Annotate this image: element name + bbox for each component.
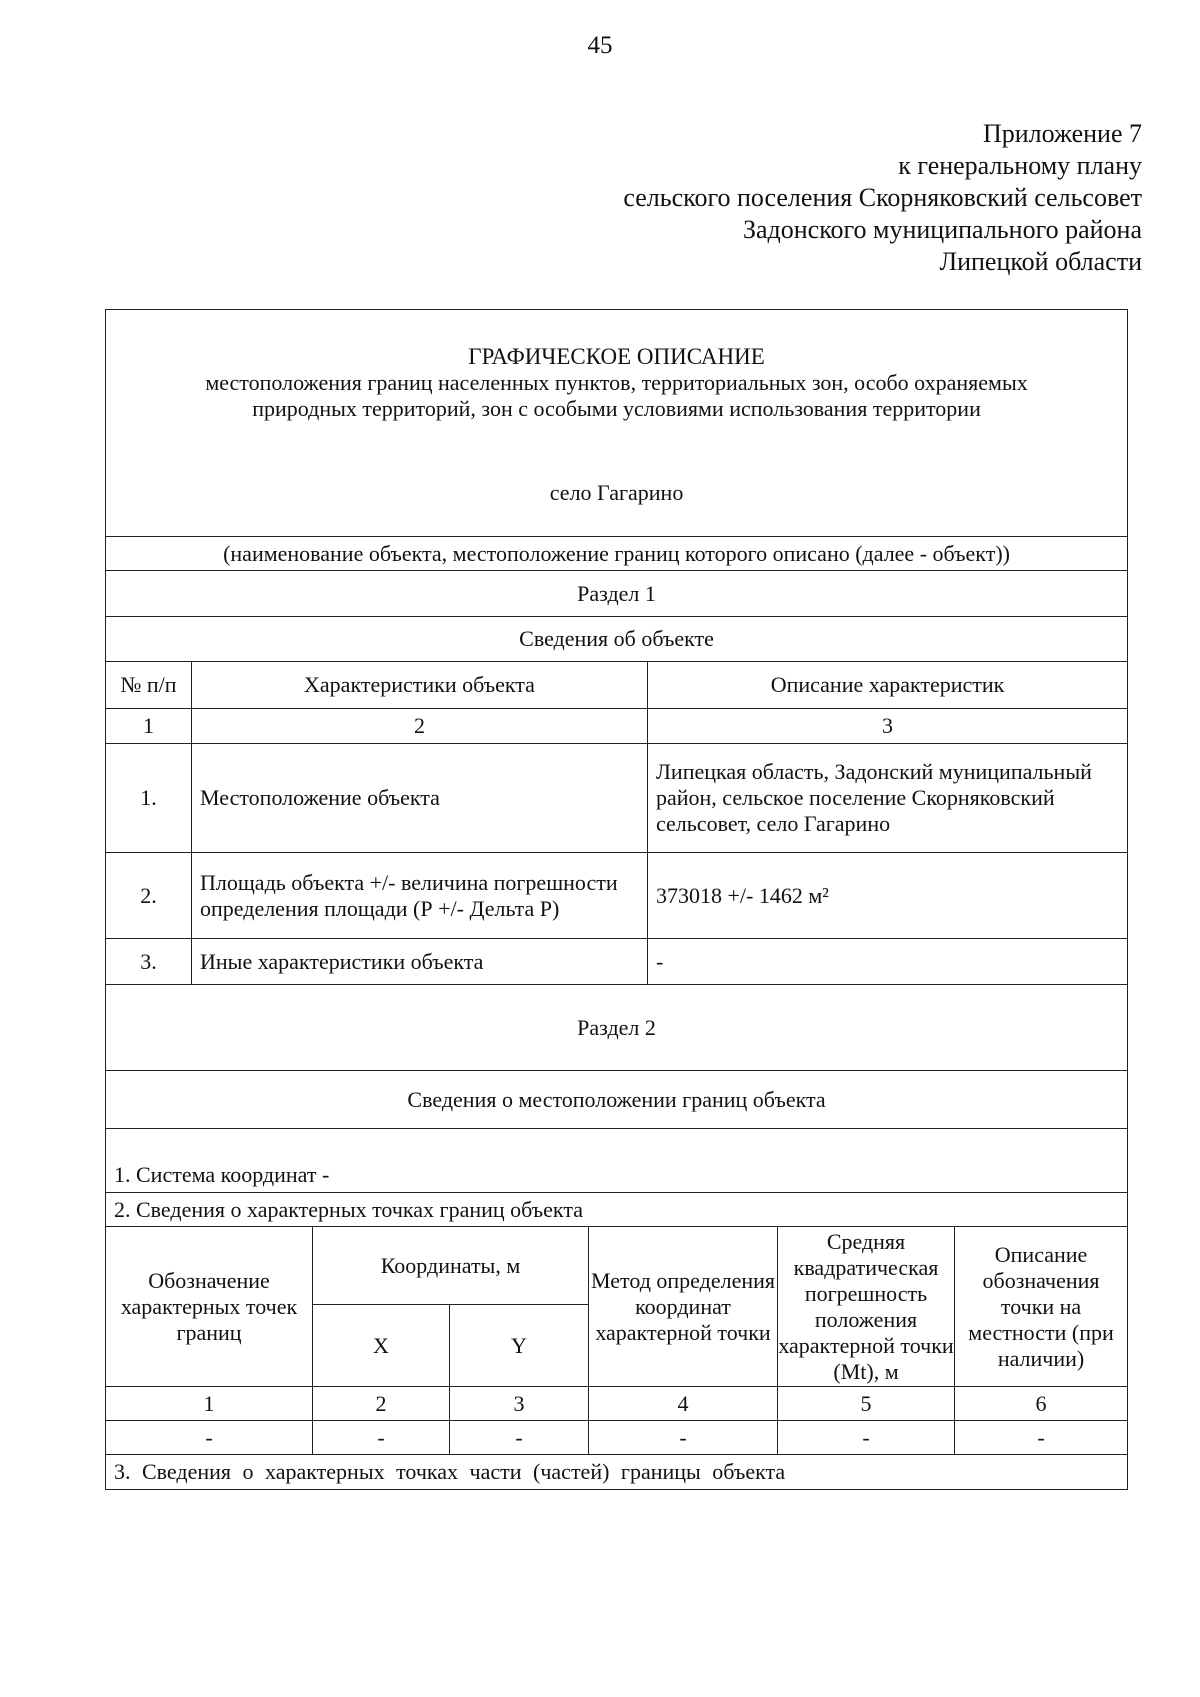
points-caption: 2. Сведения о характерных точках границ объекта: [106, 1193, 1128, 1227]
graphic-description-table: [105, 309, 1128, 1490]
col-header-description: Описание характеристик: [648, 662, 1128, 709]
document-title: ГРАФИЧЕСКОЕ ОПИСАНИЕ: [468, 344, 765, 369]
col-header-designation: Обозначение характерных точек границ: [106, 1227, 313, 1387]
appendix-line: Приложение 7: [982, 119, 1142, 148]
document-subtitle: местоположения границ населенных пунктов, территориальных зон, особо охраняемых: [205, 370, 1028, 395]
point-cell: -: [778, 1421, 955, 1455]
row-characteristic: Местоположение объекта: [192, 744, 648, 853]
col-header-characteristic: Характеристики объекта: [192, 662, 648, 709]
point-cell: -: [450, 1421, 589, 1455]
appendix-line: Липецкой области: [939, 247, 1142, 276]
document-header: [106, 310, 1128, 537]
col-number: 3: [450, 1387, 589, 1421]
col-number: 4: [589, 1387, 778, 1421]
col-header-num: № п/п: [106, 662, 192, 709]
object-caption: (наименование объекта, местоположение границ которого описано (далее - объект)): [106, 537, 1128, 571]
col-header-method: Метод определения координат характерной точки: [589, 1227, 778, 1387]
section2-subtitle: Сведения о местоположении границ объекта: [106, 1071, 1128, 1129]
point-cell: -: [589, 1421, 778, 1455]
object-name: село Гагарино: [549, 480, 684, 505]
row-characteristic: Иные характеристики объекта: [192, 939, 648, 985]
appendix-line: к генеральному плану: [898, 151, 1142, 180]
row-characteristic: Площадь объекта +/- величина погрешности определения площади (Р +/- Дельта Р): [192, 853, 648, 939]
row-num: 1.: [106, 744, 192, 853]
col-header-y: Y: [450, 1305, 589, 1387]
page-number: 45: [587, 32, 613, 59]
area-value: 373018 +/- 1462 м²: [648, 853, 1128, 939]
row-num: 2.: [106, 853, 192, 939]
point-cell: -: [106, 1421, 313, 1455]
document-subtitle: природных территорий, зон с особыми условиями использования территории: [252, 396, 981, 421]
row-num: 3.: [106, 939, 192, 985]
point-cell: -: [313, 1421, 450, 1455]
row-description: Липецкая область, Задонский муниципальный район, сельское поселение Скорняковский сельсовет, село Гагарино: [648, 744, 1128, 853]
col-number: 1: [106, 709, 192, 744]
col-number: 6: [955, 1387, 1128, 1421]
col-number: 2: [192, 709, 648, 744]
col-header-x: X: [313, 1305, 450, 1387]
appendix-line: Задонского муниципального района: [742, 215, 1142, 244]
section2-title: Раздел 2: [106, 985, 1128, 1071]
col-number: 5: [778, 1387, 955, 1421]
col-header-error: Средняя квадратическая погрешность положения характерной точки (Mt), м: [778, 1227, 955, 1387]
appendix-block: [623, 118, 1142, 278]
coord-system: 1. Система координат -: [106, 1129, 1128, 1193]
section1-title: Раздел 1: [106, 571, 1128, 617]
col-header-point-description: Описание обозначения точки на местности (при наличии): [955, 1227, 1128, 1387]
col-number: 1: [106, 1387, 313, 1421]
row-description: -: [648, 939, 1128, 985]
section1-subtitle: Сведения об объекте: [106, 617, 1128, 662]
appendix-line: сельского поселения Скорняковский сельсовет: [623, 183, 1142, 212]
part-points-caption: 3. Сведения о характерных точках части (частей) границы объекта: [106, 1455, 1128, 1490]
col-number: 2: [313, 1387, 450, 1421]
point-cell: -: [955, 1421, 1128, 1455]
col-header-coordinates: Координаты, м: [313, 1227, 589, 1305]
col-number: 3: [648, 709, 1128, 744]
